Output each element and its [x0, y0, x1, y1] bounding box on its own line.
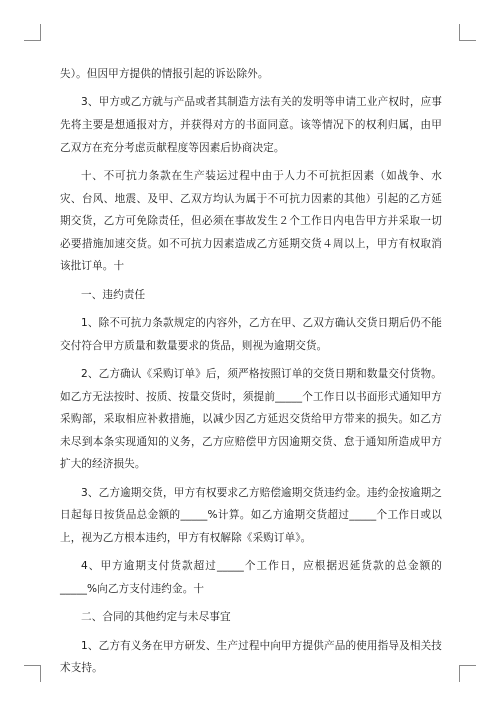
paragraph-litigation-exception: 失）。但因甲方提供的情报引起的诉讼除外。 [60, 68, 269, 80]
crop-mark-bottom-right [459, 665, 476, 682]
paragraph-late-delivery-definition: 1、除不可抗力条款规定的内容外，乙方在甲、乙双方确认交货日期后仍不能交付符合甲方质量和数量要求的货品，则视为逾期交货。 [60, 317, 442, 352]
crop-mark-bottom-left [24, 665, 41, 682]
paragraph-technical-support: 1、乙方有义务在甲方研发、生产过程中向甲方提供产品的使用指导及相关技术支持。 [60, 639, 442, 675]
paragraph-late-delivery-penalty: 3、乙方逾期交货，甲方有权要求乙方赔偿逾期交货违约金。违约金按逾期之日起每日按货品总金额的_____%计算。如乙方逾期交货超过_____个工作日或以上，视为乙方根本违约，甲方有权解除《采购订单》。 [60, 486, 442, 545]
paragraph-force-majeure: 十、不可抗力条款在生产装运过程中由于人力不可抗拒因素（如战争、水灾、台风、地震、及甲、乙双方均认为属于不可抗力因素的其他）引起的乙方延期交货，乙方可免除责任，但必须在事故发生２个工作日内电告甲方并采取一切必要措施加速交货。如不可抗力因素造成乙方延期交货４周以上，甲方有权取消该批订单。十 [60, 169, 442, 273]
crop-mark-top-left [24, 24, 41, 41]
paragraph-industrial-property: 3、甲方或乙方就与产品或者其制造方法有关的发明等申请工业产权时，应事先将主要是想通报对方，并获得对方的书面同意。该等情况下的权利归属，由甲乙双方在充分考虑贡献程度等因素后协商决定。 [60, 96, 442, 154]
document-body [60, 63, 442, 680]
crop-mark-top-right [459, 24, 476, 41]
paragraph-late-payment-penalty: 4、甲方逾期支付货款超过_____个工作日，应根据迟延货款的总金额的_____%向乙方支付违约金。十 [60, 560, 442, 596]
heading-other-agreements: 二、合同的其他约定与未尽事宜 [81, 611, 231, 624]
paragraph-order-confirmation: 2、乙方确认《采购订单》后，须严格按照订单的交货日期和数量交付货物。如乙方无法按时、按质、按量交货时，须提前_____个工作日以书面形式通知甲方采购部，采取相应补救措施，以减少因乙方延迟交货给甲方带来的损失。如乙方未尽到本条实现通知的义务，乙方应赔偿甲方因逾期交货、怠于通知所造成甲方扩大的经济损失。 [60, 368, 442, 471]
heading-breach-liability: 一、违约责任 [81, 288, 146, 301]
